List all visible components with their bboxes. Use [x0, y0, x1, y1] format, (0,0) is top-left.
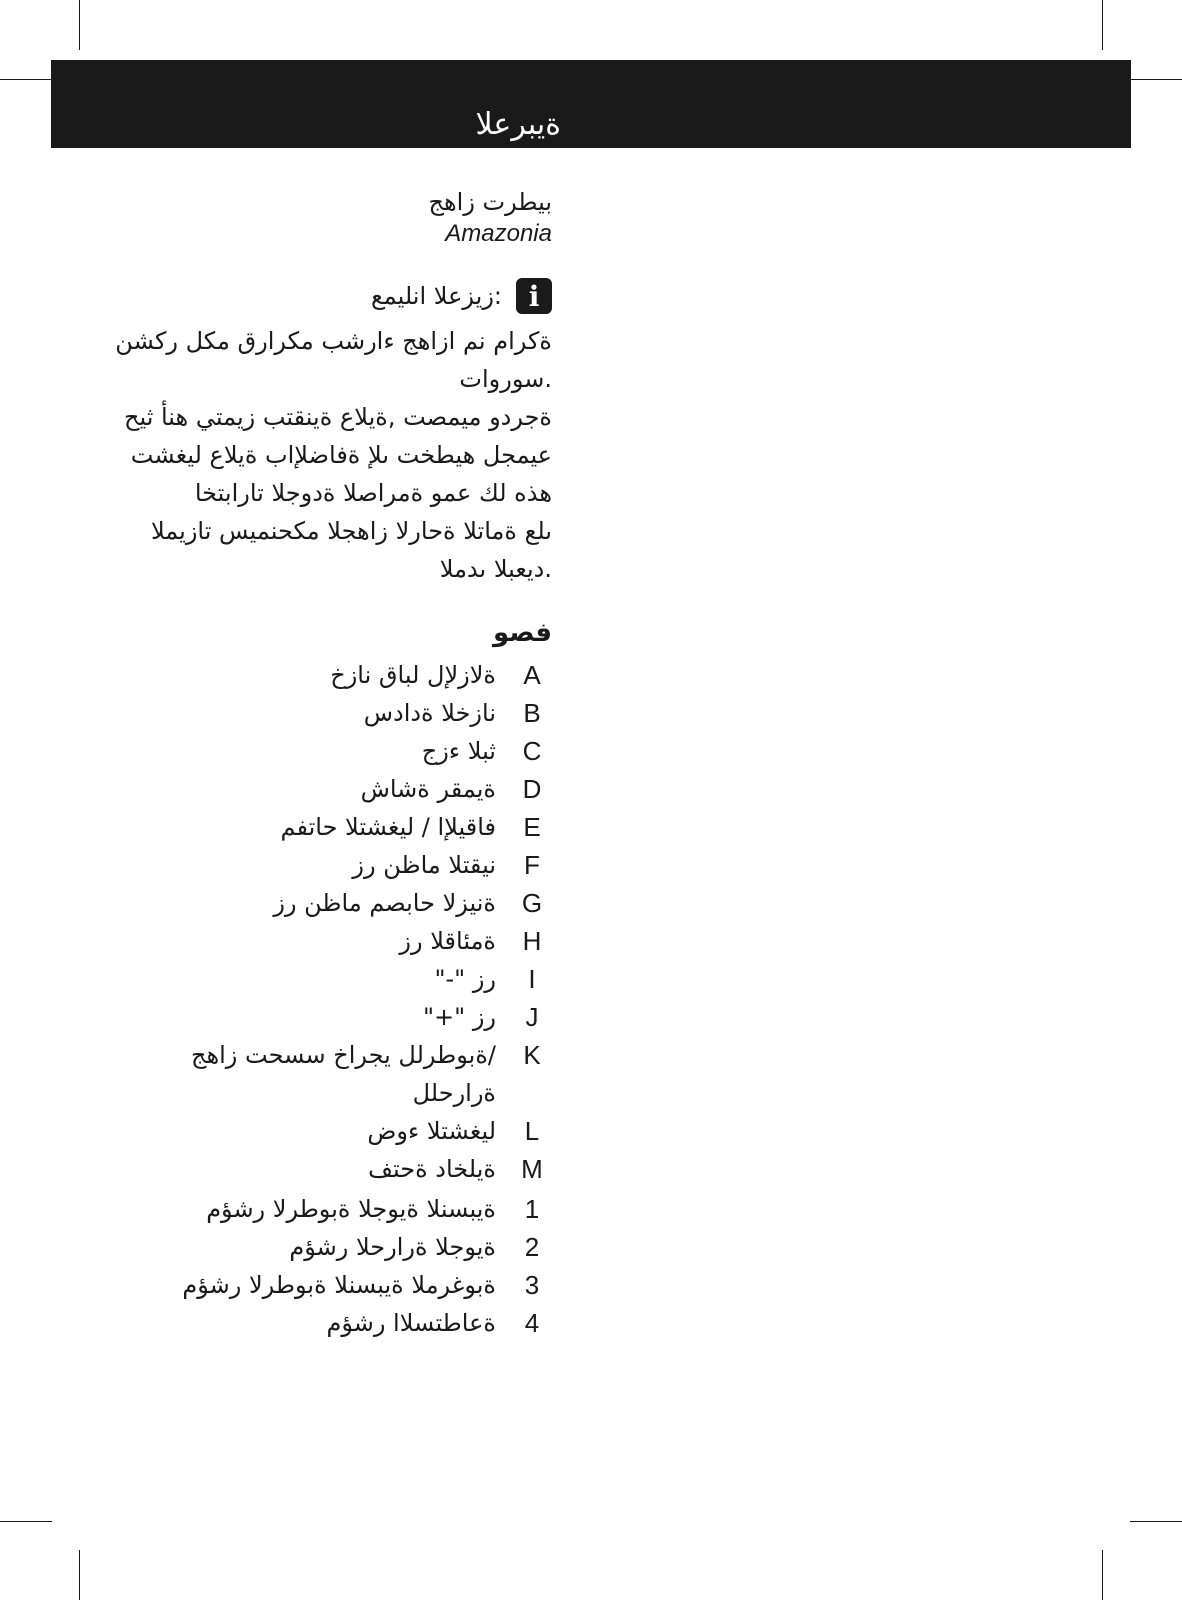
legend-item: [191, 1036, 552, 1112]
legend-item: [191, 808, 552, 846]
crop-mark-right-top: [1130, 79, 1182, 80]
paragraph-line: عيمجل هيطخت ىلإ ةفاضلإاب ةيلاع ليغشت: [130, 441, 552, 469]
legend-text-line: ةرارحلل: [412, 1079, 496, 1107]
legend-item: [191, 770, 552, 808]
features-paragraph: [124, 398, 552, 588]
indicator-key: 3: [524, 1270, 540, 1300]
legend-text: ةيلخاد ةحتف: [368, 1155, 496, 1183]
intro-paragraph: [115, 322, 552, 398]
legend-text: رز "-": [434, 965, 496, 993]
indicators-legend: [182, 1190, 552, 1342]
crop-mark-right-bottom: [1130, 1521, 1182, 1522]
legend-text: فاقيلإا / ليغشتلا حاتفم: [280, 813, 496, 841]
indicator-item: [182, 1266, 552, 1304]
legend-text: ةلازلإل لباق نازخ: [330, 661, 496, 689]
legend-text: ةمئاقلا رز: [399, 927, 496, 955]
paragraph-line: .ديعبلا ىدملا: [439, 555, 552, 583]
legend-key: H: [522, 926, 542, 956]
indicator-item: [182, 1190, 552, 1228]
legend-key: G: [521, 888, 543, 918]
legend-item: [191, 656, 552, 694]
description-title: فصو: [493, 618, 552, 648]
legend-text: ليغشتلا ءوض: [367, 1117, 496, 1145]
info-heading: [371, 278, 552, 314]
paragraph-line: ةجردو ميمصت ,ةيلاع ةينقتب زيمتي هنأ ثيح: [123, 403, 552, 431]
indicator-text: ةيوجلا ةرارحلا رشؤم: [289, 1233, 496, 1261]
legend-text: نازخلا ةدادس: [363, 699, 496, 727]
indicator-key: 2: [524, 1232, 540, 1262]
legend-text: ثبلا ءزج: [421, 737, 496, 765]
legend-text-multiline: [191, 1036, 496, 1112]
legend-key: F: [524, 850, 540, 880]
device-name: بيطرت زاهج: [428, 188, 552, 216]
info-label: :زيزعلا انليمع: [370, 282, 502, 310]
legend-key: K: [523, 1040, 541, 1070]
indicator-text: ةعاطتسلاا رشؤم: [326, 1309, 496, 1337]
paragraph-line: ىلع ةماتلا ةحارلا زاهجلا مكحنميس تازيملا: [150, 517, 552, 545]
indicator-text: ةبوغرملا ةيبسنلا ةبوطرلا رشؤم: [182, 1271, 496, 1299]
language-header-bar: [51, 60, 1131, 148]
legend-item: [191, 1150, 552, 1188]
legend-text: ةنيزلا حابصم ماظن رز: [273, 889, 496, 917]
legend-key: A: [523, 660, 541, 690]
legend-text: ةيمقر ةشاش: [360, 775, 496, 803]
legend-key: I: [528, 964, 536, 994]
legend-text: رز "+": [423, 1003, 496, 1031]
indicator-text: ةيبسنلا ةيوجلا ةبوطرلا رشؤم: [206, 1195, 496, 1223]
indicator-item: [182, 1228, 552, 1266]
parts-legend: [191, 656, 552, 1188]
legend-item: [191, 884, 552, 922]
indicator-key: 1: [524, 1194, 540, 1224]
legend-item: [191, 732, 552, 770]
legend-text-line: /ةبوطرلل يجراخ سسحت زاهج: [190, 1041, 496, 1069]
legend-item: [191, 998, 552, 1036]
legend-item: [191, 1112, 552, 1150]
language-title: ةيبرعلا: [475, 107, 561, 142]
legend-item: [191, 922, 552, 960]
legend-key: E: [523, 812, 541, 842]
legend-key: M: [521, 1154, 543, 1184]
legend-item: [191, 694, 552, 732]
paragraph-line: هذه لك عمو ةمراصلا ةدوجلا تارابتخا: [194, 479, 552, 507]
crop-mark-left-bottom: [0, 1521, 52, 1522]
crop-mark-top-left: [79, 0, 80, 50]
legend-key: L: [524, 1116, 540, 1146]
legend-key: C: [522, 736, 542, 766]
crop-mark-bottom-left: [79, 1550, 80, 1600]
crop-mark-left-top: [0, 79, 52, 80]
crop-mark-top-right: [1102, 0, 1103, 50]
paragraph-line: .سوروات: [459, 365, 552, 393]
legend-item: [191, 846, 552, 884]
indicator-key: 4: [524, 1308, 540, 1338]
info-icon: i: [516, 278, 552, 314]
legend-item: [191, 960, 552, 998]
legend-key: B: [523, 698, 541, 728]
legend-text: نيقتلا ماظن رز: [352, 851, 496, 879]
crop-mark-bottom-right: [1102, 1550, 1103, 1600]
legend-key: J: [525, 1002, 539, 1032]
indicator-item: [182, 1304, 552, 1342]
brand-name: Amazonia: [445, 220, 552, 247]
legend-key: D: [522, 774, 542, 804]
paragraph-line: ةكرام نم ازاهج ءارشب مكرارق مكل ركشن: [115, 327, 552, 355]
